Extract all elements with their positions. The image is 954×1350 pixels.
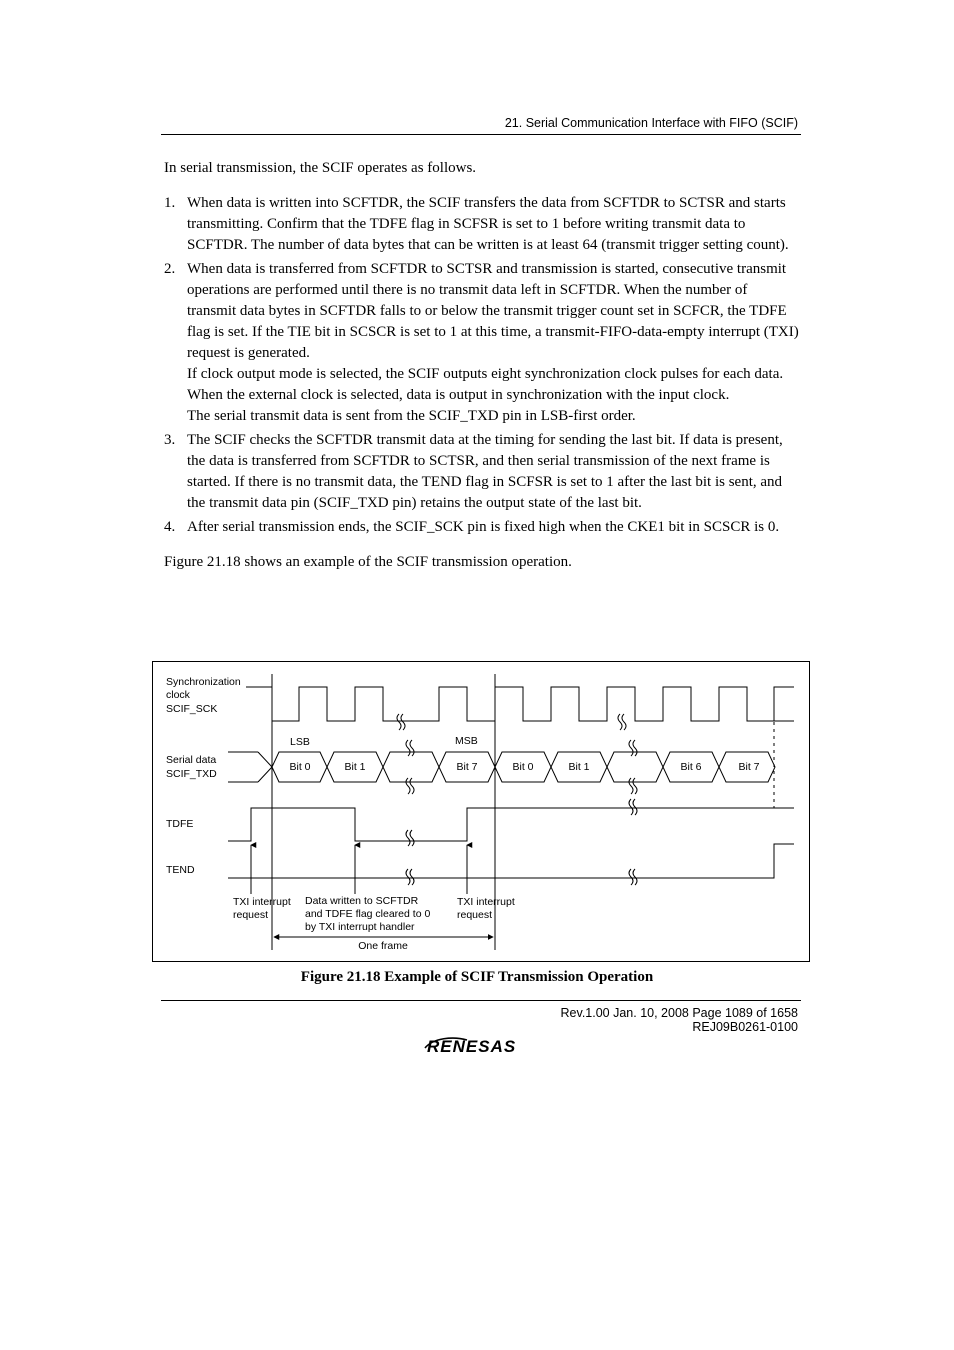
txd-break-icon: [406, 778, 410, 794]
tdfe-label: TDFE: [166, 818, 194, 830]
lsb-label: LSB: [290, 736, 310, 748]
txd-break-icon: [633, 778, 637, 794]
body-text: [164, 158, 800, 573]
bit-label: Bit 0: [512, 761, 534, 773]
txd-transition: [258, 752, 272, 767]
footer-divider: [161, 1000, 801, 1001]
header-divider: [161, 134, 801, 135]
tdfe-waveform: [228, 808, 794, 841]
data-written-line3: by TXI interrupt handler: [305, 921, 415, 933]
step-text: After serial transmission ends, the SCIF_SCK pin is fixed high when the CKE1 bit in SCSCR is 0.: [187, 519, 780, 535]
sck-break-icon: [397, 714, 401, 730]
txi-request-2-line1: TXI interrupt: [457, 896, 515, 908]
running-header: 21. Serial Communication Interface with FIFO (SCIF): [504, 116, 798, 130]
tdfe-break-icon: [629, 799, 633, 815]
logo-wordmark: RENESAS: [427, 1037, 517, 1056]
page-footer: [561, 1006, 798, 1034]
timing-diagram: [153, 662, 809, 961]
step-note: The serial transmit data is sent from the SCIF_TXD pin in LSB-first order.: [187, 408, 636, 424]
step-number: 1.: [164, 195, 176, 211]
timing-diagram-frame: [152, 661, 810, 962]
txd-label-line1: Serial data: [166, 754, 217, 766]
sck-label-line2: clock: [166, 689, 190, 701]
txd-label-line2: SCIF_TXD: [166, 768, 217, 780]
tdfe-break-icon: [633, 799, 637, 815]
list-item: [164, 259, 800, 427]
tend-break-icon: [633, 869, 637, 885]
sck-label-line3: SCIF_SCK: [166, 703, 218, 715]
data-written-line1: Data written to SCFTDR: [305, 895, 419, 907]
txd-transition: [258, 767, 272, 782]
txd-break-icon: [629, 778, 633, 794]
bit-label: Bit 7: [738, 761, 760, 773]
tend-break-icon: [406, 869, 410, 885]
txi-request-2-line2: request: [457, 909, 493, 921]
txd-break-icon: [410, 740, 414, 756]
sck-break-icon: [401, 714, 405, 730]
step-text: When data is transferred from SCFTDR to SCTSR and transmission is started, consecutive transmit operations are performed until there is no transmit data left in SCFTDR. When the number of transmit data bytes in SCFTDR falls to or below the transmit trigger count set in SCFCR, the TDFE flag is set. If the TIE bit in SCSCR is set to 1 at this time, a transmit-FIFO-data-empty interrupt (TXI) request is generated.: [187, 261, 799, 361]
step-note: When the external clock is selected, data is output in synchronization with the input clock.: [187, 387, 730, 403]
sck-break-icon: [622, 714, 626, 730]
msb-label: MSB: [455, 735, 478, 747]
tend-label: TEND: [166, 864, 195, 876]
tdfe-break-icon: [410, 830, 414, 846]
bit-cell: [607, 752, 663, 782]
operation-steps-list: [164, 193, 800, 538]
txd-break-icon: [629, 740, 633, 756]
figure-caption: Figure 21.18 Example of SCIF Transmission Operation: [300, 969, 654, 985]
list-item: [164, 517, 800, 538]
step-number: 4.: [164, 519, 176, 535]
step-note: If clock output mode is selected, the SCIF outputs eight synchronization clock pulses for each data.: [187, 366, 784, 382]
txd-break-icon: [406, 740, 410, 756]
step-number: 2.: [164, 261, 176, 277]
tend-break-icon: [629, 869, 633, 885]
bit-label: Bit 7: [456, 761, 478, 773]
document-code: REJ09B0261-0100: [692, 1020, 798, 1034]
step-number: 3.: [164, 432, 176, 448]
step-text: The SCIF checks the SCFTDR transmit data at the timing for sending the last bit. If data is present, the data is transferred from SCFTDR to SCTSR, and then serial transmission of the next frame is started. If there is no transmit data, the TEND flag in SCFSR is set to 1 after the last bit is sent, and the transmit data pin (SCIF_TXD pin) retains the output state of the last bit.: [187, 432, 783, 511]
data-written-line2: and TDFE flag cleared to 0: [305, 908, 431, 920]
bit-cell: [383, 752, 439, 782]
tdfe-break-icon: [406, 830, 410, 846]
intro-paragraph: In serial transmission, the SCIF operates as follows.: [164, 160, 477, 176]
step-text: When data is written into SCFTDR, the SCIF transfers the data from SCFTDR to SCTSR and starts transmitting. Confirm that the TDFE flag in SCFSR is set to 1 before writing transmit data to SCFTDR. The number of data bytes that can be written is at least 64 (transmit trigger setting count).: [187, 195, 789, 253]
sck-break-icon: [618, 714, 622, 730]
tend-waveform: [228, 844, 794, 878]
bit-label: Bit 1: [568, 761, 590, 773]
bit-label: Bit 0: [289, 761, 311, 773]
one-frame-label: One frame: [358, 940, 408, 952]
tend-break-icon: [410, 869, 414, 885]
figure-reference-paragraph: Figure 21.18 shows an example of the SCIF transmission operation.: [164, 554, 572, 570]
txd-break-icon: [633, 740, 637, 756]
txi-request-1-line1: TXI interrupt: [233, 896, 291, 908]
revision-line: Rev.1.00 Jan. 10, 2008 Page 1089 of 1658: [560, 1006, 798, 1020]
bit-label: Bit 1: [344, 761, 366, 773]
txi-request-1-line2: request: [233, 909, 269, 921]
sck-label-line1: Synchronization: [166, 676, 241, 688]
renesas-logo: [423, 1034, 541, 1056]
list-item: [164, 430, 800, 514]
bit-label: Bit 6: [680, 761, 702, 773]
txd-break-icon: [410, 778, 414, 794]
list-item: [164, 193, 800, 256]
sck-waveform: [246, 687, 794, 721]
